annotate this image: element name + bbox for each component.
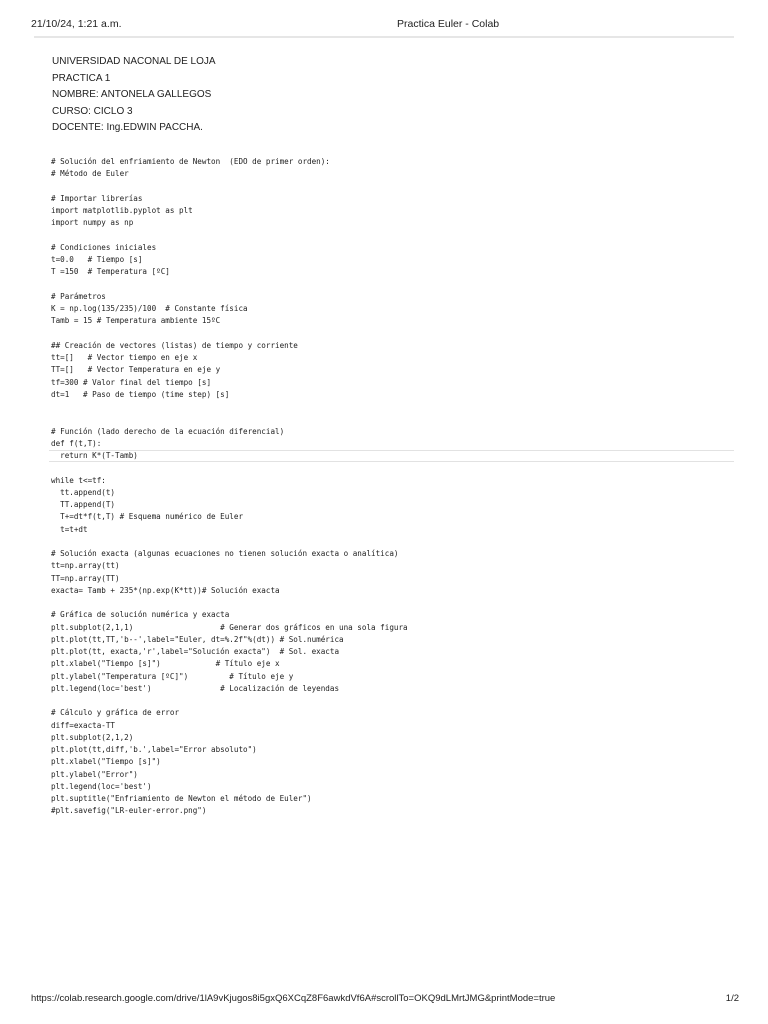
- page-url: https://colab.research.google.com/drive/1lA9vKjugos8i5gxQ6XCqZ8F6awkdVf6A#scrollTo=OKQ9dLMrtJMG&printMode=true: [31, 993, 556, 1004]
- code-line: TT=[] # Vector Temperatura en eje y: [51, 365, 221, 375]
- code-line: # Gráfica de solución numérica y exacta: [51, 610, 230, 620]
- code-line: return K*(T-Tamb): [49, 450, 734, 462]
- university-name: UNIVERSIDAD NACONAL DE LOJA: [52, 56, 216, 67]
- print-datetime: 21/10/24, 1:21 a.m.: [31, 18, 122, 30]
- document-title: Practica Euler - Colab: [397, 18, 500, 30]
- code-line: #plt.savefig("LR-euler-error.png"): [51, 806, 207, 816]
- code-line: [51, 462, 734, 474]
- code-line: plt.plot(tt, exacta,'r',label="Solución exacta") # Sol. exacta: [51, 647, 340, 656]
- code-line: diff=exacta-TT: [51, 720, 116, 730]
- code-line: tf=300 # Valor final del tiempo [s]: [51, 377, 212, 387]
- code-line: [51, 279, 734, 291]
- code-line: TT=np.array(TT): [51, 573, 120, 583]
- code-line: tt=np.array(tt): [51, 561, 120, 571]
- code-line: # Cálculo y gráfica de error: [51, 708, 180, 718]
- code-line: Tamb = 15 # Temperatura ambiente 15ºC: [51, 316, 221, 326]
- code-line: plt.xlabel("Tiempo [s]"): [51, 757, 161, 767]
- code-line: plt.subplot(2,1,2): [51, 732, 134, 742]
- code-line: T+=dt*f(t,T) # Esquema numérico de Euler: [51, 512, 244, 522]
- teacher-name: DOCENTE: Ing.EDWIN PACCHA.: [52, 122, 203, 134]
- header-divider: [34, 36, 734, 38]
- code-line: plt.subplot(2,1,1) # Generar dos gráficos en una sola figura: [51, 622, 408, 632]
- code-line: plt.plot(tt,TT,'b--',label="Euler, dt=%.2f"%(dt)) # Sol.numérica: [51, 634, 344, 644]
- code-line: def f(t,T):: [51, 438, 102, 448]
- code-line: tt=[] # Vector tiempo en eje x: [51, 353, 198, 362]
- print-header: [31, 18, 737, 34]
- code-line: import matplotlib.pyplot as plt: [51, 206, 193, 215]
- code-line: # Importar librerías: [51, 193, 143, 203]
- code-line: [51, 695, 734, 707]
- code-line: plt.legend(loc='best'): [51, 781, 152, 791]
- code-line: plt.suptitle("Enfriamiento de Newton el método de Euler"): [51, 794, 312, 803]
- code-line: dt=1 # Paso de tiempo (time step) [s]: [51, 389, 230, 399]
- code-line: import numpy as np: [51, 218, 134, 228]
- code-line: [51, 328, 734, 340]
- code-line: exacta= Tamb + 235*(np.exp(K*tt))# Solución exacta: [51, 585, 280, 595]
- code-cell: [51, 156, 734, 818]
- code-line: tt.append(t): [51, 487, 116, 497]
- code-line: [51, 413, 734, 425]
- code-line: # Función (lado derecho de la ecuación diferencial): [51, 426, 285, 436]
- code-line: [51, 230, 734, 242]
- student-name: NOMBRE: ANTONELA GALLEGOS: [52, 89, 212, 101]
- code-line: [51, 536, 734, 548]
- code-line: # Parámetros: [51, 291, 106, 301]
- code-line: TT.append(T): [51, 500, 116, 509]
- code-line: [51, 597, 734, 609]
- course-name: CURSO: CICLO 3: [52, 105, 133, 117]
- code-line: plt.plot(tt,diff,'b.',label="Error absoluto"): [51, 745, 257, 754]
- code-line: T =150 # Temperatura [ºC]: [51, 267, 170, 277]
- code-line: # Método de Euler: [51, 169, 129, 179]
- code-line: K = np.log(135/235)/100 # Constante física: [51, 304, 248, 313]
- code-line: plt.ylabel("Error"): [51, 769, 138, 779]
- practice-number: PRACTICA 1: [52, 72, 111, 84]
- code-line: [51, 181, 734, 193]
- page-number: 1/2: [725, 993, 739, 1004]
- print-footer: [31, 993, 739, 1007]
- code-line: ## Creación de vectores (listas) de tiempo y corriente: [51, 340, 298, 350]
- code-line: # Solución del enfriamiento de Newton (EDO de primer orden):: [51, 157, 330, 166]
- code-line: plt.ylabel("Temperatura [ºC]") # Título eje y: [51, 671, 294, 681]
- code-line: t=t+dt: [51, 524, 88, 534]
- student-info-block: [52, 54, 216, 137]
- code-line: t=0.0 # Tiempo [s]: [51, 255, 143, 264]
- code-line: # Solución exacta (algunas ecuaciones no tienen solución exacta o analítica): [51, 549, 399, 558]
- code-line: while t<=tf:: [51, 475, 106, 485]
- code-line: plt.xlabel("Tiempo [s]") # Título eje x: [51, 659, 280, 669]
- code-line: plt.legend(loc='best') # Localización de leyendas: [51, 683, 340, 693]
- code-line: # Condiciones iniciales: [51, 242, 157, 252]
- code-line: [51, 401, 734, 413]
